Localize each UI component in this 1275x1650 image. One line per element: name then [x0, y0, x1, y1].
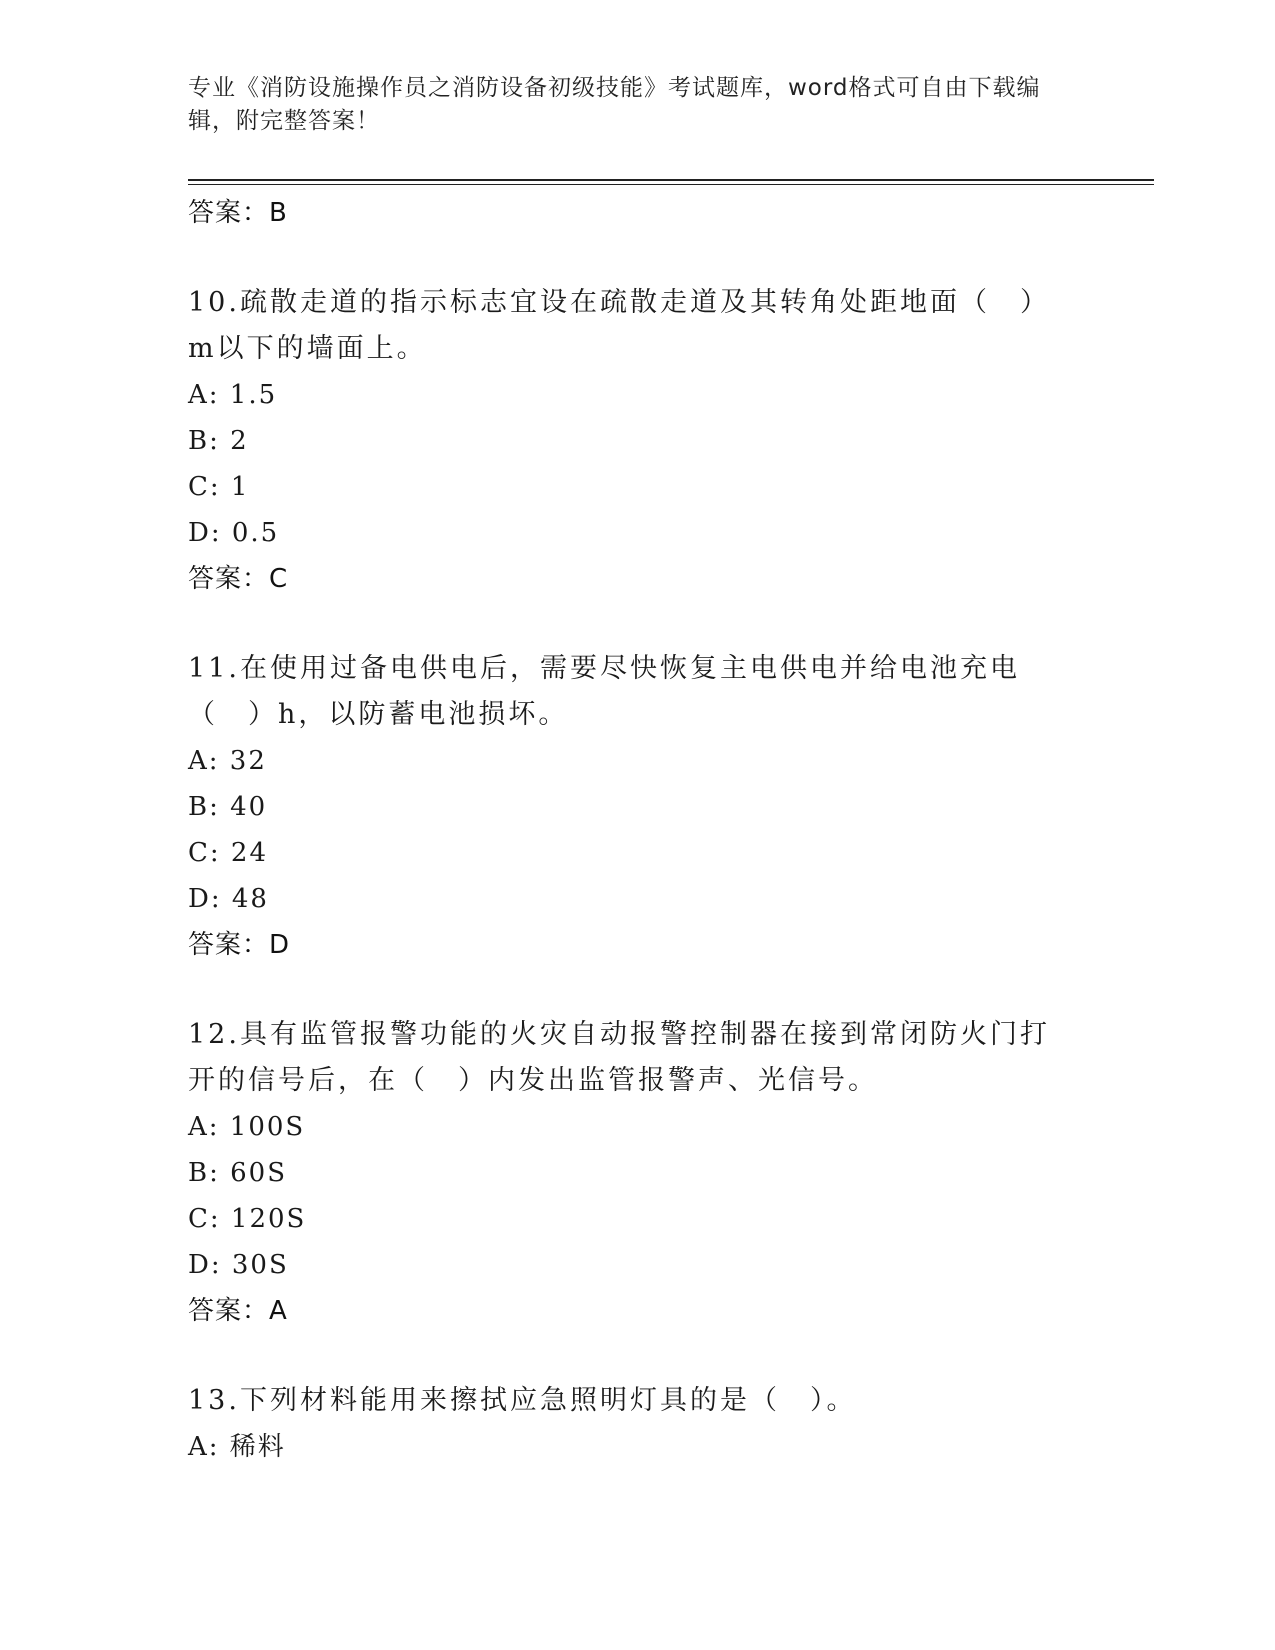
option-d: D: 48 [188, 884, 269, 914]
option-a: A: 100S [188, 1112, 306, 1142]
document-header: 专业《消防设施操作员之消防设备初级技能》考试题库，word格式可自由下载编辑，附完整答案！ [188, 75, 1041, 134]
option-c: C: 1 [188, 472, 250, 502]
question-block [188, 280, 1068, 602]
answer-line: 答案：B [188, 198, 288, 228]
question-block [188, 1012, 1068, 1334]
question-block [188, 1378, 1068, 1470]
option-b: B: 2 [188, 426, 249, 456]
option-b: B: 40 [188, 792, 268, 822]
header-divider-thin [188, 184, 1154, 185]
question-list [188, 190, 1068, 1470]
option-a: A: 稀料 [188, 1432, 286, 1462]
question-stem: 10.疏散走道的指示标志宜设在疏散走道及其转角处距地面（ ）m以下的墙面上。 [188, 287, 1050, 364]
option-c: C: 120S [188, 1204, 307, 1234]
answer-line: 答案：C [188, 564, 289, 594]
option-a: A: 1.5 [188, 380, 278, 410]
option-c: C: 24 [188, 838, 269, 868]
question-stem: 12.具有监管报警功能的火灾自动报警控制器在接到常闭防火门打开的信号后，在（ ）内发出监管报警声、光信号。 [188, 1019, 1050, 1096]
option-a: A: 32 [188, 746, 267, 776]
answer-line: 答案：D [188, 930, 291, 960]
header-divider-thick [188, 179, 1154, 181]
question-stem: 13.下列材料能用来擦拭应急照明灯具的是（ ）。 [188, 1385, 857, 1416]
answer-line: 答案：A [188, 1296, 288, 1326]
option-b: B: 60S [188, 1158, 288, 1188]
option-d: D: 0.5 [188, 518, 280, 548]
option-d: D: 30S [188, 1250, 289, 1280]
document-page [188, 0, 1148, 1650]
question-block [188, 646, 1068, 968]
question-stem: 11.在使用过备电供电后，需要尽快恢复主电供电并给电池充电（ ）h，以防蓄电池损坏。 [188, 653, 1020, 730]
